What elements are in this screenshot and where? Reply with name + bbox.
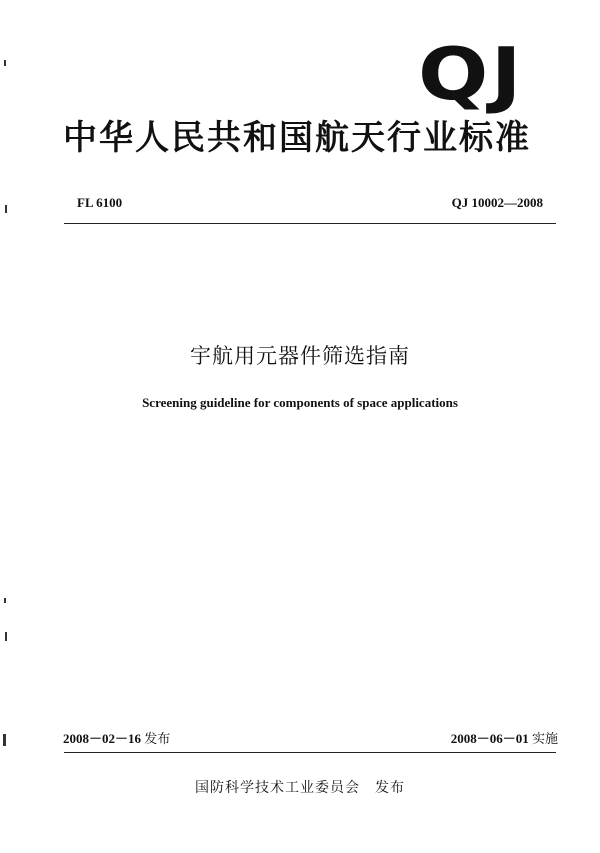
scan-mark (5, 632, 7, 641)
implementation-date: 2008－06－01 (450, 731, 529, 746)
document-title-english: Screening guideline for components of space applications (142, 395, 458, 410)
footer-rule (64, 752, 556, 753)
scan-mark (5, 205, 7, 213)
scan-mark (3, 734, 6, 746)
document-title-chinese: 宇航用元器件筛选指南 (190, 344, 410, 368)
classification-code: FL 6100 (77, 195, 123, 210)
standard-number: QJ 10002—2008 (451, 195, 543, 210)
implementation-label: 实施 (531, 732, 558, 747)
qj-logo: QJ (418, 32, 524, 116)
header-rule (64, 223, 556, 224)
publisher: 国防科学技术工业委员会 发布 (195, 780, 405, 796)
issue-date-line (63, 728, 170, 747)
scan-mark (4, 598, 6, 603)
implementation-date-line (451, 728, 558, 747)
issue-date: 2008－02－16 (63, 731, 142, 746)
standard-title: 中华人民共和国航天行业标准 (63, 118, 531, 158)
scan-mark (4, 60, 6, 66)
issue-label: 发布 (144, 732, 171, 747)
